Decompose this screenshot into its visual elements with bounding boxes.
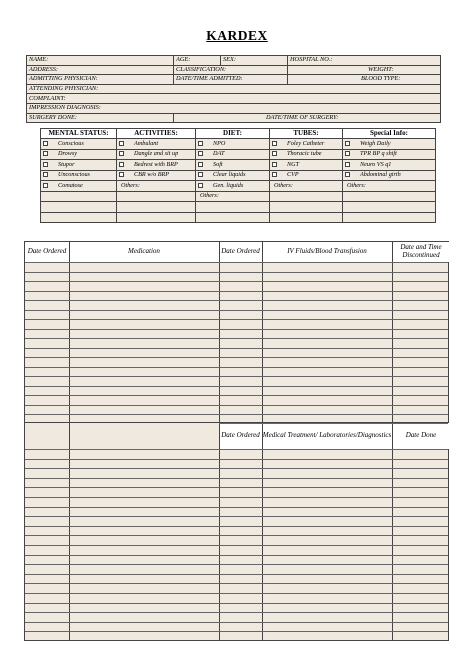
left-blank-column [25, 423, 219, 449]
sex-field[interactable]: SEX: [221, 56, 288, 66]
row-divider [25, 262, 448, 263]
blank-cell[interactable] [41, 202, 117, 213]
row-divider [25, 272, 448, 273]
checkbox-icon[interactable] [198, 141, 203, 146]
activities-header: ACTIVITIES: [117, 129, 196, 139]
blank-cell[interactable] [196, 212, 270, 223]
status-cell[interactable]: Dangle and sit up [117, 149, 196, 160]
checkbox-icon[interactable] [345, 141, 350, 146]
tubes-header: TUBES: [270, 129, 343, 139]
impression-diagnosis-field[interactable]: IMPRESSION DIAGNOSIS: [27, 103, 441, 113]
checkbox-icon[interactable] [198, 151, 203, 156]
status-cell[interactable]: Foley Catheter [270, 139, 343, 150]
status-cell[interactable]: Bedrest with BRP [117, 160, 196, 171]
blank-cell[interactable] [117, 191, 196, 202]
row-divider [25, 357, 448, 358]
classification-field[interactable]: CLASSIFICATION: [174, 65, 288, 75]
weight-field[interactable]: WEIGHT: [288, 65, 441, 75]
others-cell[interactable]: Others: [343, 181, 436, 192]
row-divider [25, 468, 448, 469]
status-cell[interactable]: Weigh Daily [343, 139, 436, 150]
status-table [40, 128, 436, 223]
row-divider [25, 545, 448, 546]
checkbox-icon[interactable] [345, 172, 350, 177]
checkbox-icon[interactable] [43, 162, 48, 167]
blank-cell[interactable] [270, 202, 343, 213]
row-divider [25, 535, 448, 536]
admitting-physician-field[interactable]: ADMITTING PHYSICIAN: [27, 75, 174, 85]
date-time-admitted-field[interactable]: DATE/TIME ADMITTED: [174, 75, 288, 85]
name-field[interactable]: NAME: [27, 56, 174, 66]
row-divider [25, 583, 448, 584]
row-divider [25, 405, 448, 406]
checkbox-icon[interactable] [345, 151, 350, 156]
row-divider [25, 564, 448, 565]
row-divider [25, 497, 448, 498]
row-divider [25, 574, 448, 575]
blank-cell[interactable] [117, 212, 196, 223]
others-cell[interactable]: Others: [270, 181, 343, 192]
blank-cell[interactable] [343, 191, 436, 202]
patient-info-table [26, 55, 441, 123]
row-divider [25, 338, 448, 339]
checkbox-icon[interactable] [345, 162, 350, 167]
checkbox-icon[interactable] [272, 151, 277, 156]
row-divider [25, 376, 448, 377]
row-divider [25, 348, 448, 349]
row-divider [25, 319, 448, 320]
address-field[interactable]: ADDRESS: [27, 65, 174, 75]
blank-cell[interactable] [117, 202, 196, 213]
status-cell[interactable]: Gen. liquids [196, 181, 270, 192]
status-cell[interactable]: Unconscious [41, 170, 117, 181]
row-divider [25, 478, 448, 479]
special-info-header: Special Info: [343, 129, 436, 139]
checkbox-icon[interactable] [119, 141, 124, 146]
medical-treatment-header: Medical Treatment/ Laboratories/Diagnostics [262, 423, 392, 449]
surgery-done-field[interactable]: SURGERY DONE: [27, 113, 174, 123]
hospital-no-field[interactable]: HOSPITAL NO.: [288, 56, 441, 66]
blank-cell[interactable] [270, 212, 343, 223]
blood-type-field[interactable]: BLOOD TYPE: [288, 75, 441, 85]
checkbox-icon[interactable] [119, 162, 124, 167]
row-divider [219, 423, 448, 424]
checkbox-icon[interactable] [43, 151, 48, 156]
row-divider [25, 555, 448, 556]
date-ordered-header: Date Ordered [219, 423, 262, 449]
row-divider [25, 291, 448, 292]
row-divider [25, 593, 448, 594]
column-divider [392, 423, 393, 640]
row-divider [25, 367, 448, 368]
blank-cell[interactable] [41, 212, 117, 223]
others-cell[interactable]: Others: [117, 181, 196, 192]
row-divider [25, 386, 448, 387]
status-cell[interactable]: Soft [196, 160, 270, 171]
status-cell[interactable]: Thoracic tube [270, 149, 343, 160]
blank-cell[interactable] [270, 191, 343, 202]
row-divider [25, 622, 448, 623]
row-divider [25, 459, 448, 460]
medication-header: Medication [69, 242, 219, 262]
checkbox-icon[interactable] [43, 172, 48, 177]
page-title: KARDEX [206, 28, 268, 43]
status-cell[interactable]: Neuro VS q1 [343, 160, 436, 171]
row-divider [25, 300, 448, 301]
column-divider [69, 423, 70, 640]
checkbox-icon[interactable] [198, 162, 203, 167]
status-cell[interactable]: DAT [196, 149, 270, 160]
diet-header: DIET: [196, 129, 270, 139]
date-time-surgery-field[interactable]: DATE/TIME OF SURGERY: [174, 113, 441, 123]
blank-cell[interactable] [196, 202, 270, 213]
row-divider [25, 603, 448, 604]
status-cell[interactable]: Stupor [41, 160, 117, 171]
checkbox-icon[interactable] [119, 151, 124, 156]
row-divider [25, 631, 448, 632]
status-cell[interactable]: Abdominal girth [343, 170, 436, 181]
blank-cell[interactable] [343, 212, 436, 223]
column-divider [262, 423, 263, 640]
blank-cell[interactable] [41, 191, 117, 202]
row-divider [25, 281, 448, 282]
status-cell[interactable]: Clear liquids [196, 170, 270, 181]
row-divider [25, 526, 448, 527]
checkbox-icon[interactable] [198, 172, 203, 177]
status-cell[interactable]: Comatose [41, 181, 117, 192]
checkbox-icon[interactable] [272, 172, 277, 177]
medication-table [24, 241, 449, 423]
status-cell[interactable]: CVP [270, 170, 343, 181]
row-divider [25, 329, 448, 330]
row-divider [25, 449, 448, 450]
blank-cell[interactable] [343, 202, 436, 213]
attending-physician-field[interactable]: ATTENDING PHYSICIAN: [27, 84, 441, 94]
checkbox-icon[interactable] [119, 172, 124, 177]
checkbox-icon[interactable] [43, 183, 48, 188]
checkbox-icon[interactable] [198, 183, 203, 188]
treatment-table [24, 423, 449, 641]
checkbox-icon[interactable] [272, 162, 277, 167]
checkbox-icon[interactable] [43, 141, 48, 146]
column-divider [219, 423, 220, 640]
date-done-header: Date Done [392, 423, 450, 449]
status-cell[interactable]: Ambulant [117, 139, 196, 150]
row-divider [25, 310, 448, 311]
status-cell[interactable]: NGT [270, 160, 343, 171]
date-ordered-header: Date Ordered [25, 242, 69, 262]
date-ordered-header: Date Ordered [219, 242, 262, 262]
row-divider [25, 612, 448, 613]
status-cell[interactable]: NPO [196, 139, 270, 150]
checkbox-icon[interactable] [272, 141, 277, 146]
date-time-discontinued-header: Date and Time Discontinued [392, 242, 450, 262]
status-cell[interactable]: CBR w/o BRP [117, 170, 196, 181]
status-cell[interactable]: TPR BP q shift [343, 149, 436, 160]
row-divider [25, 516, 448, 517]
row-divider [25, 395, 448, 396]
age-field[interactable]: AGE: [174, 56, 221, 66]
row-divider [25, 414, 448, 415]
status-cell[interactable]: Drowsy [41, 149, 117, 160]
mental-status-header: MENTAL STATUS: [41, 129, 117, 139]
others-cell[interactable]: Others: [196, 191, 270, 202]
complaint-field[interactable]: COMPLAINT: [27, 94, 441, 104]
row-divider [25, 487, 448, 488]
status-cell[interactable]: Conscious [41, 139, 117, 150]
iv-fluids-header: IV Fluids/Blood Transfusion [262, 242, 392, 262]
row-divider [25, 507, 448, 508]
